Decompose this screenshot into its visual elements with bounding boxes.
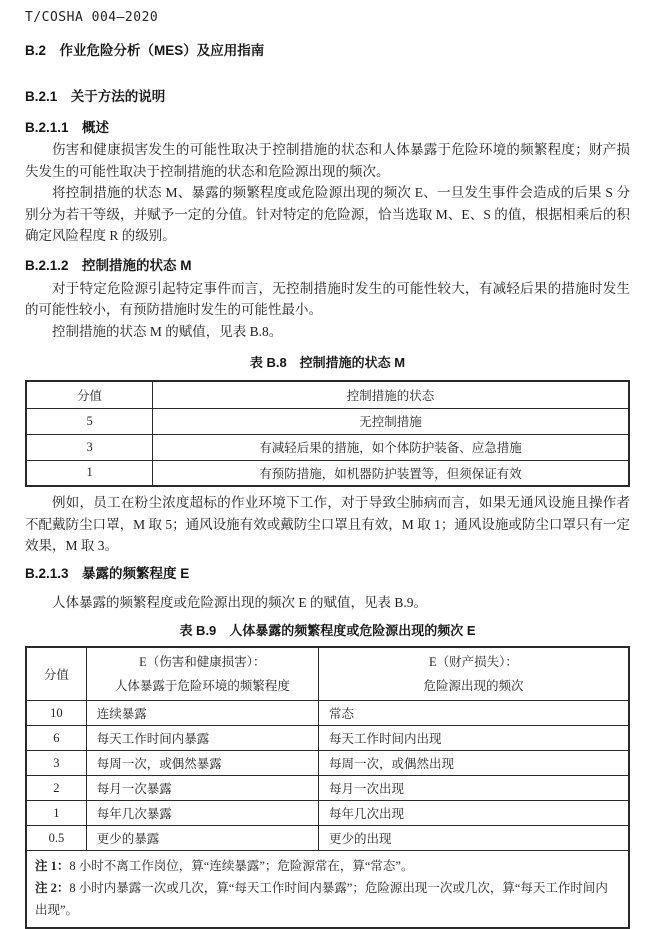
heading-b212: B.2.1.2 控制措施的状态 M xyxy=(25,257,192,273)
table-cell-score: 3 xyxy=(26,751,86,776)
table-cell-occurrence: 每周一次，或偶然出现 xyxy=(318,751,629,776)
header-exposure-line1: E（伤害和健康损害）： xyxy=(139,655,266,669)
table-cell-score: 1 xyxy=(26,460,153,486)
note-2 xyxy=(35,877,620,921)
table-b9-header-score: 分值 xyxy=(26,647,86,701)
doc-number: T/COSHA 004—2020 xyxy=(25,10,159,25)
table-cell-score: 5 xyxy=(26,408,153,434)
table-row xyxy=(26,408,629,434)
table-b9-header-exposure xyxy=(86,647,318,701)
table-cell-state: 无控制措施 xyxy=(153,408,629,434)
table-cell-occurrence: 每月一次出现 xyxy=(318,776,629,801)
table-row xyxy=(26,726,629,751)
note-2-label: 注 2： xyxy=(35,881,70,895)
table-row xyxy=(26,434,629,460)
table-b8-title: 表 B.8 控制措施的状态 M xyxy=(249,355,406,370)
header-exposure-line2: 人体暴露于危险环境的频繁程度 xyxy=(114,679,290,693)
table-cell-score: 10 xyxy=(26,701,86,726)
paragraph-e-1: 人体暴露的频繁程度或危险源出现的频次 E 的赋值，见表 B.9。 xyxy=(52,594,427,610)
paragraph-overview-2: 将控制措施的状态 M、暴露的频繁程度或危险源出现的频次 E、一旦发生事件会造成的后果 S 分别分为若干等级，并赋予一定的分值。针对特定的危险源，恰当选取 M、E、S 的值，根据相乘后的积确定风险程度 R 的级别。 xyxy=(25,185,630,243)
table-cell-score: 6 xyxy=(26,726,86,751)
paragraph-overview-1: 伤害和健康损害发生的可能性取决于控制措施的状态和人体暴露于危险环境的频繁程度；财产损失发生的可能性取决于控制措施的状态和危险源出现的频次。 xyxy=(25,142,630,179)
table-row xyxy=(26,460,629,486)
table-cell-exposure: 连续暴露 xyxy=(86,701,318,726)
table-cell-occurrence: 更少的出现 xyxy=(318,826,629,851)
table-cell-exposure: 每月一次暴露 xyxy=(86,776,318,801)
table-row xyxy=(26,826,629,851)
table-b9-header-property xyxy=(318,647,629,701)
note-2-text: 8 小时内暴露一次或几次，算“每天工作时间内暴露”；危险源出现一次或几次，算“每天工作时间内出现”。 xyxy=(35,881,608,917)
note-1 xyxy=(35,855,620,877)
heading-b21: B.2.1 关于方法的说明 xyxy=(25,89,166,104)
table-cell-state: 有减轻后果的措施，如个体防护装备、应急措施 xyxy=(153,434,629,460)
table-cell-occurrence: 常态 xyxy=(318,701,629,726)
table-cell-score: 0.5 xyxy=(26,826,86,851)
table-cell-occurrence: 每年几次出现 xyxy=(318,801,629,826)
table-cell-score: 1 xyxy=(26,801,86,826)
note-1-text: 8 小时不离工作岗位，算“连续暴露”；危险源常在，算“常态”。 xyxy=(69,859,414,873)
table-b8-header-row xyxy=(26,381,629,408)
table-b9-title: 表 B.9 人体暴露的频繁程度或危险源出现的频次 E xyxy=(179,623,476,638)
header-property-line2: 危险源出现的频次 xyxy=(423,679,524,693)
table-cell-exposure: 每周一次，或偶然暴露 xyxy=(86,751,318,776)
table-row xyxy=(26,776,629,801)
heading-b211: B.2.1.1 概述 xyxy=(25,120,110,135)
table-b9-header-row xyxy=(26,647,629,701)
table-cell-exposure: 更少的暴露 xyxy=(86,826,318,851)
table-b8-header-score: 分值 xyxy=(26,381,153,408)
table-row xyxy=(26,801,629,826)
heading-b2: B.2 作业危险分析（MES）及应用指南 xyxy=(25,43,265,58)
table-row xyxy=(26,701,629,726)
table-cell-state: 有预防措施，如机器防护装置等，但须保证有效 xyxy=(153,460,629,486)
header-property-line1: E（财产损失）： xyxy=(429,655,518,669)
paragraph-m-example: 例如，员工在粉尘浓度超标的作业环境下工作，对于导致尘肺病而言，如果无通风设施且操作者不配戴防尘口罩，M 取 5；通风设施有效或戴防尘口罩且有效，M 取 1；通风设施或防尘口罩只有一定效果，M 取 3。 xyxy=(25,495,630,553)
table-b9-notes xyxy=(26,851,629,929)
table-row xyxy=(26,751,629,776)
note-1-label: 注 1： xyxy=(35,859,70,873)
table-b9-notes-row xyxy=(26,851,629,929)
table-cell-occurrence: 每天工作时间内出现 xyxy=(318,726,629,751)
table-cell-score: 3 xyxy=(26,434,153,460)
table-b8 xyxy=(25,380,630,487)
paragraph-m-2: 控制措施的状态 M 的赋值，见表 B.8。 xyxy=(52,323,283,339)
table-cell-exposure: 每天工作时间内暴露 xyxy=(86,726,318,751)
table-cell-score: 2 xyxy=(26,776,86,801)
heading-b213: B.2.1.3 暴露的频繁程度 E xyxy=(25,565,190,581)
paragraph-m-1: 对于特定危险源引起特定事件而言，无控制措施时发生的可能性较大，有减轻后果的措施时发生的可能性较小，有预防措施时发生的可能性最小。 xyxy=(25,280,630,317)
table-b8-header-state: 控制措施的状态 xyxy=(153,381,629,408)
table-b9 xyxy=(25,646,630,929)
table-cell-exposure: 每年几次暴露 xyxy=(86,801,318,826)
